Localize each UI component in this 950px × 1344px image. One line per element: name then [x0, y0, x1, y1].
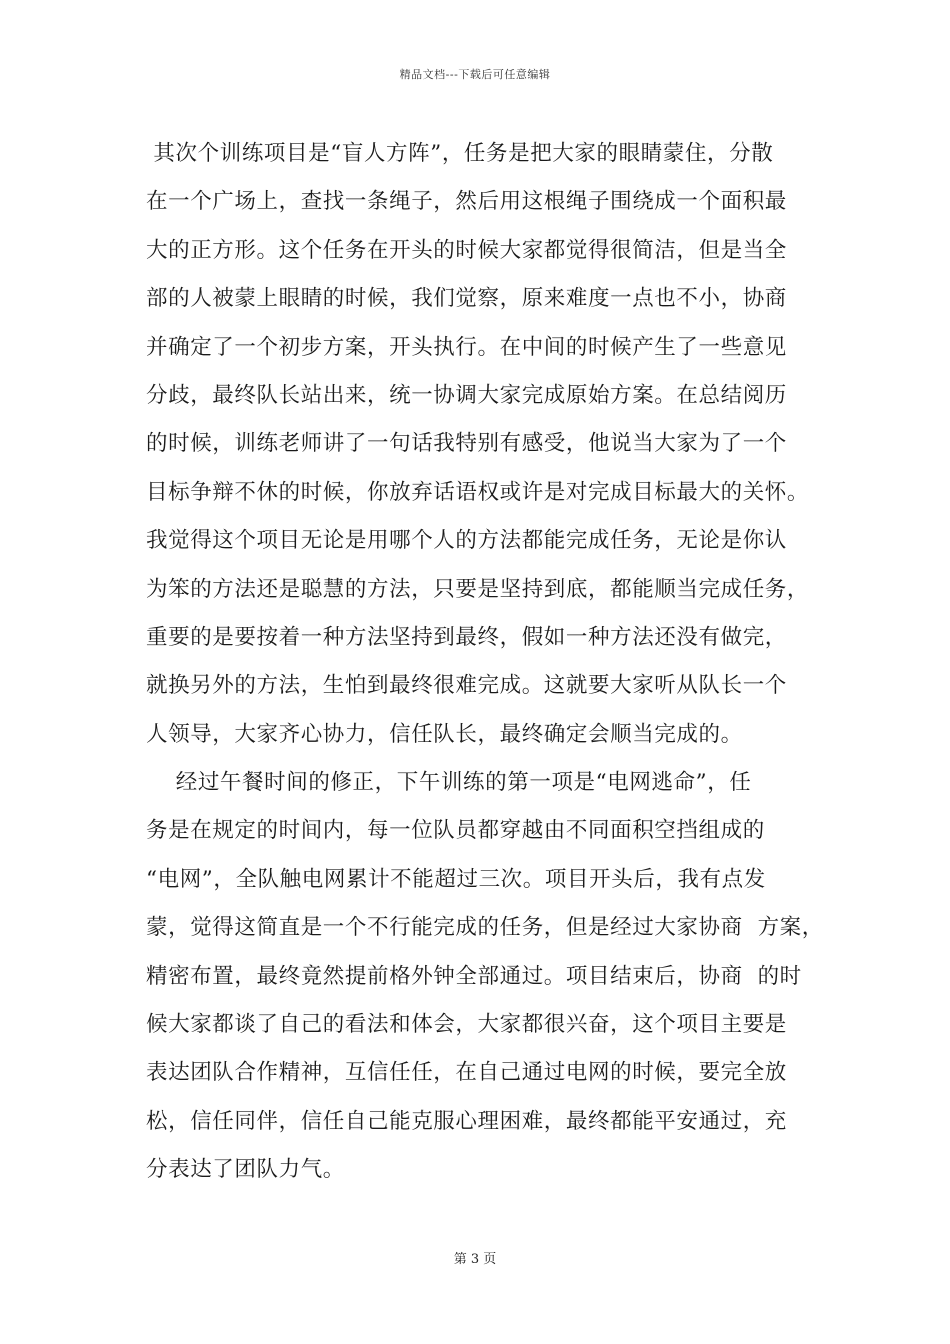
text-line: 精密布置，最终竟然提前格外钟全部通过。项目结束后，协商 的时	[146, 963, 802, 989]
text-line: 大的正方形。这个任务在开头的时候大家都觉得很简洁，但是当全	[146, 237, 787, 263]
text-line: 重要的是要按着一种方法坚持到最终，假如一种方法还没有做完，	[146, 624, 787, 650]
text-line: 的时候，训练老师讲了一句话我特别有感受，他说当大家为了一个	[146, 431, 787, 457]
text-line: 并确定了一个初步方案，开头执行。在中间的时候产生了一些意见	[146, 334, 787, 360]
text-line: 目标争辩不休的时候，你放弃话语权或许是对完成目标最大的关怀。	[146, 479, 810, 505]
text-line: 表达团队合作精神，互信任任，在自己通过电网的时候，要完全放	[146, 1060, 787, 1086]
text-line: 部的人被蒙上眼睛的时候，我们觉察，原来难度一点也不小，协商	[146, 286, 787, 312]
text-line: 松，信任同伴，信任自己能克服心理困难，最终都能平安通过，充	[146, 1108, 787, 1134]
text-line: “电网”，全队触电网累计不能超过三次。项目开头后，我有点发	[146, 866, 766, 892]
text-line: 务是在规定的时间内，每一位队员都穿越由不同面积空挡组成的	[146, 818, 765, 844]
text-line: 人领导，大家齐心协力，信任队长，最终确定会顺当完成的。	[146, 721, 743, 747]
text-line: 就换另外的方法，生怕到最终很难完成。这就要大家听从队长一个	[146, 673, 787, 699]
text-line: 为笨的方法还是聪慧的方法，只要是坚持到底，都能顺当完成任务，	[146, 576, 810, 602]
text-line: 分歧，最终队长站出来，统一协调大家完成原始方案。在总结阅历	[146, 382, 787, 408]
text-line: 蒙，觉得这简直是一个不行能完成的任务，但是经过大家协商 方案，	[146, 915, 824, 941]
page-number: 第 3 页	[453, 1252, 497, 1267]
text-line: 分表达了团队力气。	[146, 1157, 345, 1183]
page-header: 精品文档---下载后可任意编辑	[399, 68, 551, 81]
body-text	[146, 130, 826, 1195]
text-line: 候大家都谈了自己的看法和体会，大家都很兴奋，这个项目主要是	[146, 1012, 787, 1038]
text-line: 我觉得这个项目无论是用哪个人的方法都能完成任务，无论是你认	[146, 528, 787, 554]
text-line: 在一个广场上，查找一条绳子，然后用这根绳子围绕成一个面积最	[146, 189, 787, 215]
text-line: 经过午餐时间的修正，下午训练的第一项是“电网逃命”，任	[146, 770, 752, 796]
text-line: 其次个训练项目是“盲人方阵”，任务是把大家的眼睛蒙住，分散	[146, 141, 774, 166]
